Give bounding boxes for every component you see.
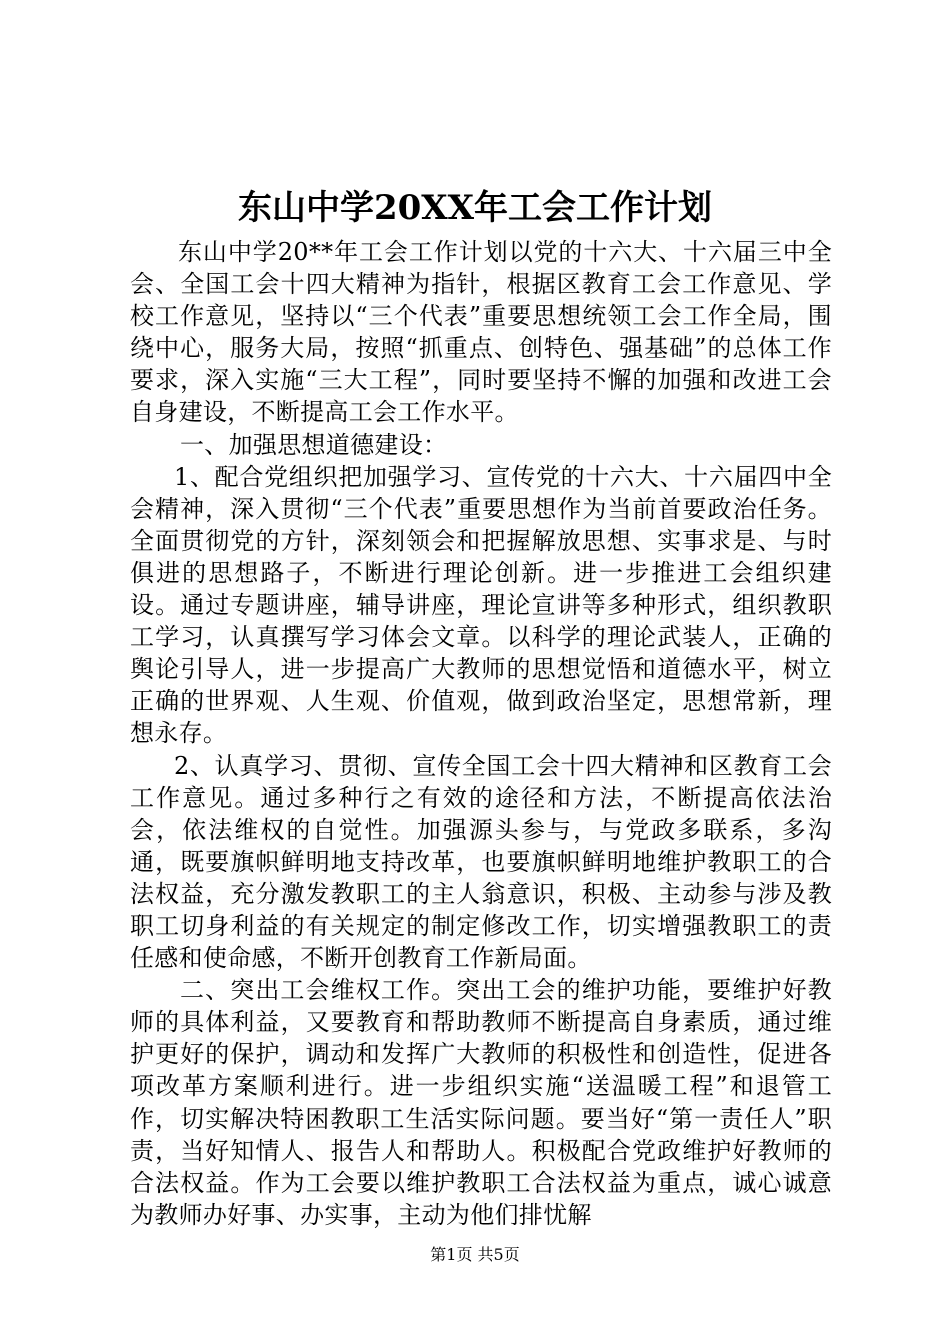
- document-body: [130, 236, 832, 1231]
- section-1-item-1: 1、配合党组织把加强学习、宣传党的十六大、十六届四中全会精神，深入贯彻“三个代表”重要思想作为当前首要政治任务。全面贯彻党的方针，深刻领会和把握解放思想、实事求是、与时俱进的思想路子，不断进行理论创新。进一步推进工会组织建设。通过专题讲座，辅导讲座，理论宣讲等多种形式，组织教职工学习，认真撰写学习体会文章。以科学的理论武装人，正确的舆论引导人，进一步提高广大教师的思想觉悟和道德水平，树立正确的世界观、人生观、价值观，做到政治坚定，思想常新，理想永存。: [130, 462, 832, 748]
- document-title: 东山中学20XX年工会工作计划: [237, 188, 713, 228]
- section-heading-1: 一、加强思想道德建设：: [180, 430, 448, 459]
- intro-paragraph: 东山中学20**年工会工作计划以党的十六大、十六届三中全会、全国工会十四大精神为指针，根据区教育工会工作意见、学校工作意见，坚持以“三个代表”重要思想统领工会工作全局，围绕中心，服务大局，按照“抓重点、创特色、强基础”的总体工作要求，深入实施“三大工程”，同时要坚持不懈的加强和改进工会自身建设，不断提高工会工作水平。: [130, 238, 832, 427]
- page-number-footer: 第1页 共5页: [430, 1245, 520, 1264]
- section-2-paragraph: 二、突出工会维权工作。突出工会的维护功能，要维护好教师的具体利益，又要教育和帮助教师不断提高自身素质，通过维护更好的保护，调动和发挥广大教师的积极性和创造性，促进各项改革方案顺利进行。进一步组织实施“送温暖工程”和退管工作，切实解决特困教职工生活实际问题。要当好“第一责任人”职责，当好知情人、报告人和帮助人。积极配合党政维护好教师的合法权益。作为工会要以维护教职工合法权益为重点，诚心诚意为教师办好事、办实事，主动为他们排忧解: [130, 976, 832, 1229]
- section-1-item-2: 2、认真学习、贯彻、宣传全国工会十四大精神和区教育工会工作意见。通过多种行之有效的途径和方法，不断提高依法治会，依法维权的自觉性。加强源头参与，与党政多联系，多沟通，既要旗帜鲜明地支持改革，也要旗帜鲜明地维护教职工的合法权益，充分激发教职工的主人翁意识，积极、主动参与涉及教职工切身利益的有关规定的制定修改工作，切实增强教职工的责任感和使命感，不断开创教育工作新局面。: [130, 751, 832, 973]
